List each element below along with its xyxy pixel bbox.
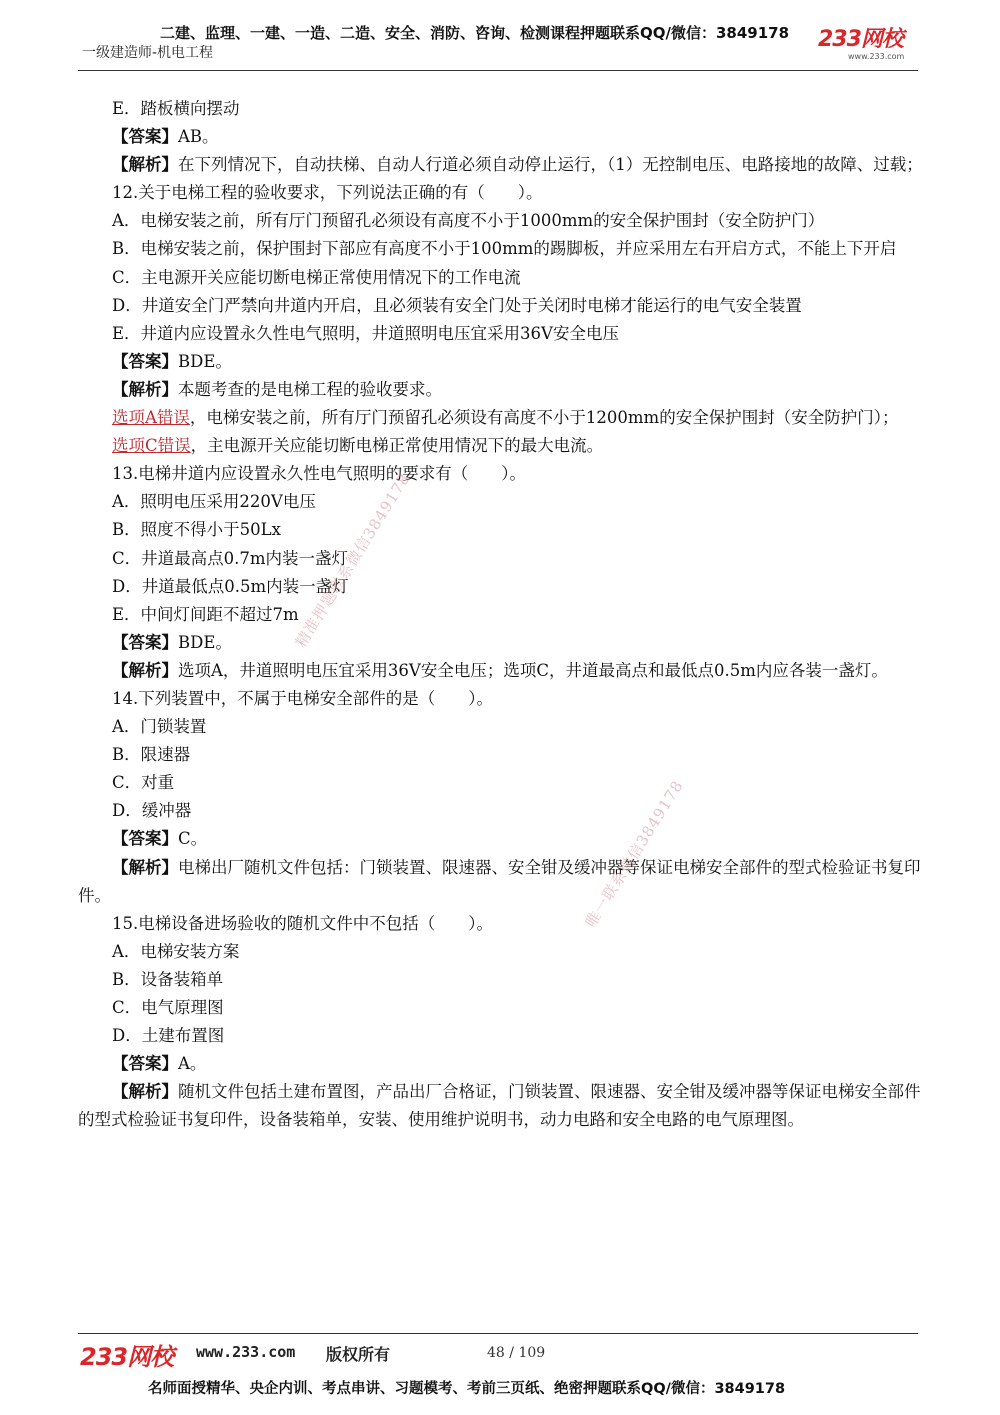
analysis-label: 【解析】 — [112, 1082, 178, 1102]
answer-value: A。 — [178, 1054, 207, 1074]
header-subtitle: 一级建造师-机电工程 — [82, 45, 214, 61]
q13-option-d: D．井道最低点0.5m内装一盏灯 — [112, 576, 349, 596]
answer-label: 【答案】 — [112, 351, 178, 371]
q12-option-c: C．主电源开关应能切断电梯正常使用情况下的工作电流 — [112, 267, 521, 287]
analysis-label: 【解析】 — [112, 155, 178, 175]
q15-option-c: C．电气原理图 — [112, 998, 224, 1017]
header-logo-site: www.233.com — [848, 52, 905, 61]
answer-label: 【答案】 — [112, 127, 178, 147]
q14-option-a: A．门锁装置 — [112, 717, 207, 737]
analysis-text: 选项A，井道照明电压宜采用36V安全电压；选项C，井道最高点和最低点0.5m内应各装一盏灯。 — [178, 660, 888, 680]
analysis-label: 【解析】 — [112, 379, 178, 399]
answer-value: BDE。 — [178, 632, 232, 652]
footer-divider — [78, 1333, 918, 1334]
q12-option-d: D．井道安全门严禁向井道内开启，且必须装有安全门处于关闭时电梯才能运行的电气安全装置 — [112, 295, 802, 315]
document-body — [78, 95, 926, 1134]
answer-value: C。 — [178, 829, 208, 849]
q11-answer — [78, 123, 926, 151]
q13-option-c: C．井道最高点0.7m内装一盏灯 — [112, 548, 349, 568]
footer-copyright: 版权所有 — [326, 1345, 391, 1364]
answer-label: 【答案】 — [112, 1054, 178, 1074]
page-indicator — [487, 1345, 545, 1361]
q15-stem: 15.电梯设备进场验收的随机文件中不包括（ ）。 — [112, 913, 493, 933]
q13-analysis — [78, 657, 926, 685]
answer-label: 【答案】 — [112, 829, 178, 849]
analysis-text: 电梯出厂随机文件包括：门锁装置、限速器、安全钳及缓冲器等保证电梯安全部件的型式检验证书复印件。 — [78, 857, 921, 905]
page-current: 48 — [487, 1345, 505, 1361]
header-logo — [818, 28, 928, 68]
q14-option-d: D．缓冲器 — [112, 801, 192, 821]
header-promo: 二建、监理、一建、一造、二造、安全、消防、咨询、检测课程押题联系QQ/微信：3849178 — [160, 24, 790, 42]
answer-value: BDE。 — [178, 351, 232, 371]
q15-option-b: B．设备装箱单 — [112, 969, 224, 989]
q14-answer — [78, 825, 926, 853]
q12-option-e: E．井道内应设置永久性电气照明，井道照明电压宜采用36V安全电压 — [112, 323, 619, 343]
header-logo-text: 233网校 — [818, 27, 903, 52]
q13-answer — [78, 629, 926, 657]
note-text: ，主电源开关应能切断电梯正常使用情况下的最大电流。 — [190, 436, 604, 456]
analysis-label: 【解析】 — [112, 857, 178, 877]
page-total: 109 — [518, 1345, 546, 1361]
header-divider — [78, 70, 918, 71]
analysis-text: 在下列情况下，自动扶梯、自动人行道必须自动停止运行，（1）无控制电压、电路接地的故障、过载； — [178, 155, 923, 175]
q12-answer — [78, 348, 926, 376]
q14-option-c: C．对重 — [112, 773, 175, 793]
q14-option-b: B．限速器 — [112, 745, 191, 765]
answer-value: AB。 — [178, 127, 219, 147]
q12-note-a — [78, 404, 926, 432]
q15-option-a: A．电梯安装方案 — [112, 941, 240, 961]
q12-note-c — [78, 432, 926, 460]
q13-option-e: E．中间灯间距不超过7m — [112, 604, 299, 624]
q15-analysis — [78, 1078, 926, 1134]
q13-option-b: B．照度不得小于50Lx — [112, 520, 281, 540]
q12-option-b: B．电梯安装之前，保护围封下部应有高度不小于100mm的踢脚板，并应采用左右开启方式，不能上下开启 — [112, 239, 897, 259]
watermark-contact-1: 精准押题联系微信3849178 — [291, 469, 414, 651]
footer-site: www.233.com — [196, 1343, 296, 1361]
q13-option-a: A．照明电压采用220V电压 — [112, 492, 316, 512]
analysis-text: 本题考查的是电梯工程的验收要求。 — [178, 379, 442, 399]
analysis-label: 【解析】 — [112, 660, 178, 680]
q12-stem: 12.关于电梯工程的验收要求，下列说法正确的有（ ）。 — [112, 183, 543, 203]
q14-analysis — [78, 854, 926, 910]
q12-analysis — [78, 376, 926, 404]
note-text: ，电梯安装之前，所有厅门预留孔必须设有高度不小于1200mm的安全保护围封（安全防护门）； — [189, 408, 899, 428]
q15-option-d: D．土建布置图 — [112, 1026, 225, 1046]
footer-logo: 233网校 — [80, 1343, 174, 1371]
q15-answer — [78, 1050, 926, 1078]
q14-stem: 14.下列装置中，不属于电梯安全部件的是（ ）。 — [112, 688, 493, 708]
wrong-option-label: 选项C错误 — [112, 436, 191, 456]
answer-label: 【答案】 — [112, 632, 178, 652]
q13-stem: 13.电梯井道内应设置永久性电气照明的要求有（ ）。 — [112, 464, 526, 484]
analysis-text: 随机文件包括土建布置图，产品出厂合格证，门锁装置、限速器、安全钳及缓冲器等保证电梯安全部件的型式检验证书复印件，设备装箱单，安装、使用维护说明书，动力电路和安全电路的电气原理图。 — [78, 1082, 921, 1130]
footer-promo: 名师面授精华、央企内训、考点串讲、习题模考、考前三页纸、绝密押题联系QQ/微信：3849178 — [148, 1381, 786, 1397]
watermark-contact-2: 唯一联系微信3849178 — [581, 777, 687, 931]
q11-analysis — [78, 151, 926, 179]
wrong-option-label: 选项A错误 — [112, 408, 190, 428]
q11-option-e: E．踏板横向摆动 — [112, 99, 240, 118]
page-separator: / — [504, 1345, 519, 1361]
q12-option-a: A．电梯安装之前，所有厅门预留孔必须设有高度不小于1000mm的安全保护围封（安全防护门） — [112, 211, 825, 231]
